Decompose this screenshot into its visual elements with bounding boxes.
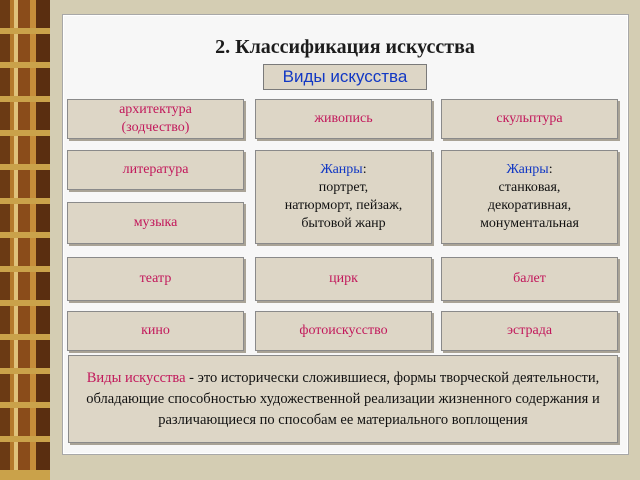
sculpture-genres-line: декоративная, [487, 198, 572, 213]
box-photo-art: фотоискусство [255, 311, 432, 351]
box-cinema: кино [67, 311, 244, 351]
box-theatre: театр [67, 257, 244, 301]
painting-genres-title: Жанры [320, 162, 363, 177]
strip-pattern [0, 272, 50, 300]
strip-pattern [0, 136, 50, 164]
painting-genres-line: натюрморт, пейзаж, [284, 198, 403, 213]
box-sculpture: скульптура [441, 99, 618, 139]
box-literature: литература [67, 150, 244, 190]
strip-pattern [0, 408, 50, 436]
box-circus: цирк [255, 257, 432, 301]
box-music: музыка [67, 202, 244, 244]
architecture-label: архитектура [119, 102, 192, 117]
strip-pattern [0, 170, 50, 198]
strip-pattern [0, 68, 50, 96]
strip-pattern [0, 442, 50, 470]
decorative-strip [0, 0, 50, 480]
box-architecture [67, 99, 244, 139]
box-painting: живопись [255, 99, 432, 139]
definition-term: Виды искусства [86, 369, 186, 386]
slide-title: 2. Классификация искусства [215, 36, 475, 58]
strip-pattern [0, 374, 50, 402]
kinds-of-art-label: Виды искусства [263, 64, 427, 90]
box-ballet: балет [441, 257, 618, 301]
strip-pattern [0, 34, 50, 62]
painting-genres-line: бытовой жанр [301, 216, 386, 231]
strip-pattern [0, 204, 50, 232]
strip-pattern [0, 102, 50, 130]
definition-text: - это исторически сложившиеся, формы творческой деятельности, обладающие способностью художественной реализации жизненного содержания и различающиеся по способам ее материального воплощения [86, 369, 600, 428]
strip-pattern [0, 238, 50, 266]
strip-pattern [0, 340, 50, 368]
box-painting-genres: Жанры: портрет, натюрморт, пейзаж, бытовой жанр [255, 150, 432, 244]
sculpture-genres-title: Жанры [506, 162, 549, 177]
painting-genres-line: портрет, [318, 180, 369, 195]
sculpture-genres-line: станковая, [498, 180, 561, 195]
sculpture-genres-line: монументальная [480, 216, 579, 231]
definition-box [68, 355, 618, 443]
strip-pattern [0, 0, 50, 28]
box-variety: эстрада [441, 311, 618, 351]
architecture-sublabel: (зодчество) [121, 120, 190, 135]
box-sculpture-genres: Жанры: станковая, декоративная, монументальная [441, 150, 618, 244]
strip-pattern [0, 306, 50, 334]
